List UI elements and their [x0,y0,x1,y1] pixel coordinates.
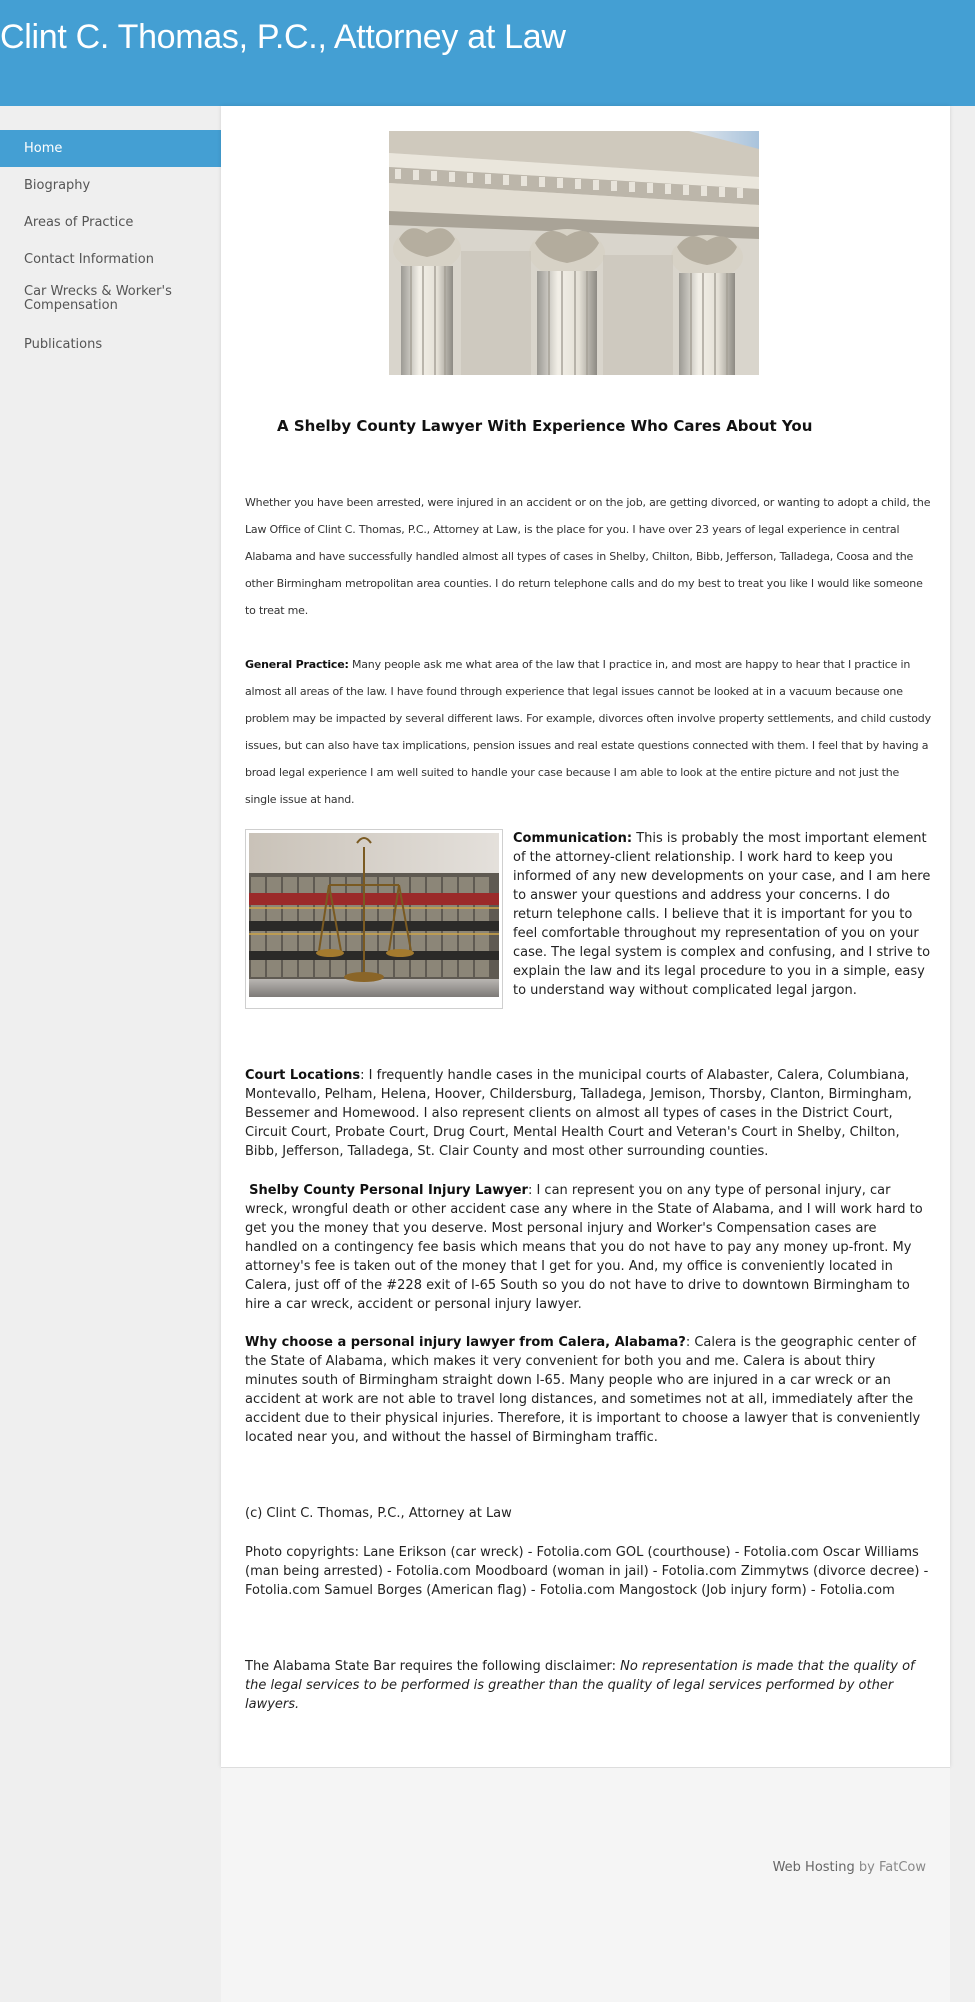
bar-disclaimer-text: No representation is made that the quality of the legal services to be performed is greather than the quality of legal services performed by other lawyers. [245,1659,915,1712]
why-calera-label: Why choose a personal injury lawyer from Calera, Alabama? [245,1335,686,1350]
nav-item-home[interactable]: Home [0,130,221,167]
why-calera-paragraph [245,1333,931,1447]
court-locations-paragraph [245,1066,931,1161]
courthouse-columns-image [389,131,759,375]
general-practice-text: Many people ask me what area of the law that I practice in, and most are happy to hear that I practice in almost all areas of the law. I have found through experience that legal issues cannot be looked at in a vacuum because one problem may be impacted by several different laws. For example, divorces often involve property settlements, and child custody issues, but can also have tax implications, pension issues and real estate questions connected with them. I feel that by having a broad legal experience I am well suited to handle your case because I am able to look at the entire picture and not just the single issue at hand. [245,658,931,806]
law-books-scales-image [249,833,499,997]
intro-paragraph: Whether you have been arrested, were injured in an accident or on the job, are getting divorced, or wanting to adopt a child, the Law Office of Clint C. Thomas, P.C., Attorney at Law, is the place for you. I have over 23 years of legal experience in central Alabama and have successfully handled almost all types of cases in Shelby, Chilton, Bibb, Jefferson, Talladega, Coosa and the other Birmingham metropolitan area counties. I do return telephone calls and do my best to treat you like I would like someone to treat me. [245,496,931,617]
nav-item-publications[interactable]: Publications [24,337,103,352]
hosting-by: by [854,1860,879,1875]
court-locations-label: Court Locations [245,1068,361,1083]
site-footer [221,1768,950,2002]
fatcow-link[interactable]: FatCow [878,1860,926,1875]
bar-disclaimer-colon: : [611,1659,621,1674]
main-content [221,106,950,1767]
bar-disclaimer [245,1657,931,1714]
law-books-image-frame [245,829,503,1009]
shelby-injury-label: Shelby County Personal Injury Lawyer [249,1183,528,1198]
sidebar-nav [0,130,221,363]
nav-item-areas-of-practice[interactable]: Areas of Practice [24,215,134,230]
hosting-credit [773,1860,926,1875]
general-practice-paragraph [245,651,931,813]
page-heading: A Shelby County Lawyer With Experience Who Cares About You [277,417,813,435]
why-calera-text: : Calera is the geographic center of the State of Alabama, which makes it very convenient for both you and me. Calera is about thiry minutes south of Birmingham straight down I-65. Many people who are injured in a car wreck or an accident at work are not able to travel long distances, and sometimes not at all, immediately after the accident due to their physical injuries. Therefore, it is important to choose a lawyer that is conveniently located near you, and without the hassel of Birmingham traffic. [245,1335,921,1445]
web-hosting-link[interactable]: Web Hosting [772,1860,855,1875]
site-title[interactable]: Clint C. Thomas, P.C., Attorney at Law [0,18,566,56]
photo-credits: Photo copyrights: Lane Erikson (car wreck) - Fotolia.com GOL (courthouse) - Fotolia.com Oscar Williams (man being arrested) - Fotolia.com Moodboard (woman in jail) - Fotolia.com Zimmytws (divorce decree) - Fotolia.com Samuel Borges (American flag) - Fotolia.com Mangostock (Job injury form) - Fotolia.com [245,1545,929,1598]
shelby-injury-paragraph [245,1181,931,1314]
nav-item-car-wrecks[interactable]: Car Wrecks & Worker's Compensation [24,284,172,313]
shelby-injury-text: : I can represent you on any type of personal injury, car wreck, wrongful death or other accident case any where in the State of Alabama, and I will work hard to get you the money that you deserve. Most personal injury and Worker's Compensation cases are handled on a contingency fee basis which means that you do not have to pay any money up-front. My attorney's fee is taken out of the money that I get for you. And, my office is conveniently located in Calera, just off of the #228 exit of I-65 South so you do not have to drive to downtown Birmingham to hire a car wreck, accident or personal injury lawyer. [245,1183,923,1312]
court-locations-text: : I frequently handle cases in the municipal courts of Alabaster, Calera, Columbiana, Montevallo, Pelham, Helena, Hoover, Childersburg, Talladega, Jemison, Thorsby, Clanton, Birmingham, Bessemer and Homewood. I also represent clients on almost all types of cases in the District Court, Circuit Court, Probate Court, Drug Court, Mental Health Court and Veteran's Court in Shelby, Chilton, Bibb, Jefferson, Talladega, St. Clair County and most other surrounding counties. [245,1068,912,1159]
general-practice-label: General Practice: [245,658,349,671]
bar-disclaimer-label: The Alabama State Bar requires the following disclaimer [245,1659,612,1674]
nav-item-biography[interactable]: Biography [24,178,91,193]
site-header [0,0,975,106]
communication-section [245,829,931,1013]
communication-label: Communication: [513,831,633,846]
copyright-notice: (c) Clint C. Thomas, P.C., Attorney at Law [245,1506,512,1521]
communication-text: This is probably the most important element of the attorney-client relationship. I work hard to keep you informed of any new developments on your case, and I am here to answer your questions and address your concerns. I do return telephone calls. I believe that it is important for you to feel comfortable throughout my representation of you on your case. The legal system is complex and confusing, and I strive to explain the law and its legal procedure to you in a simple, easy to understand way without complicated legal jargon. [513,831,931,998]
nav-item-contact-information[interactable]: Contact Information [24,252,154,267]
